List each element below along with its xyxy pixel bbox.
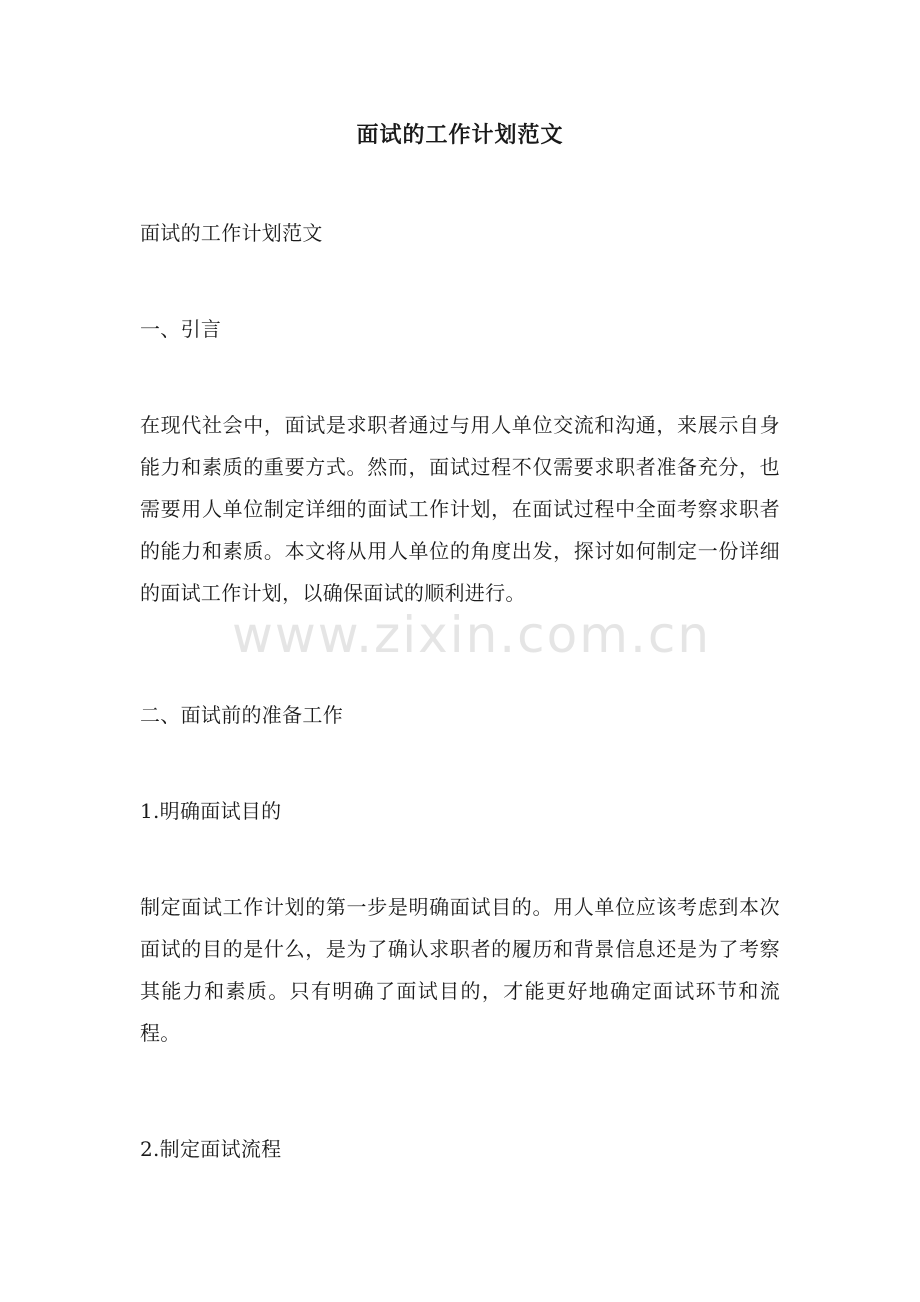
item-heading-process: 2.制定面试流程 bbox=[140, 1137, 282, 1161]
watermark: www.zixin.com.cn bbox=[232, 606, 712, 664]
introduction-paragraph: 在现代社会中，面试是求职者通过与用人单位交流和沟通，来展示自身能力和素质的重要方式。然而，面试过程不仅需要求职者准备充分，也需要用人单位制定详细的面试工作计划，在面试过程中全面考察求职者的能力和素质。本文将从用人单位的角度出发，探讨如何制定一份详细的面试工作计划，以确保面试的顺利进行。 bbox=[140, 413, 780, 605]
document-subtitle: 面试的工作计划范文 bbox=[140, 221, 323, 245]
item-heading-purpose: 1.明确面试目的 bbox=[140, 799, 282, 823]
section-heading-introduction: 一、引言 bbox=[140, 317, 222, 341]
purpose-paragraph: 制定面试工作计划的第一步是明确面试目的。用人单位应该考虑到本次面试的目的是什么，是为了确认求职者的履历和背景信息还是为了考察其能力和素质。只有明确了面试目的，才能更好地确定面试环节和流程。 bbox=[140, 895, 780, 1045]
section-heading-preparation: 二、面试前的准备工作 bbox=[140, 703, 343, 727]
document-title: 面试的工作计划范文 bbox=[356, 123, 564, 148]
